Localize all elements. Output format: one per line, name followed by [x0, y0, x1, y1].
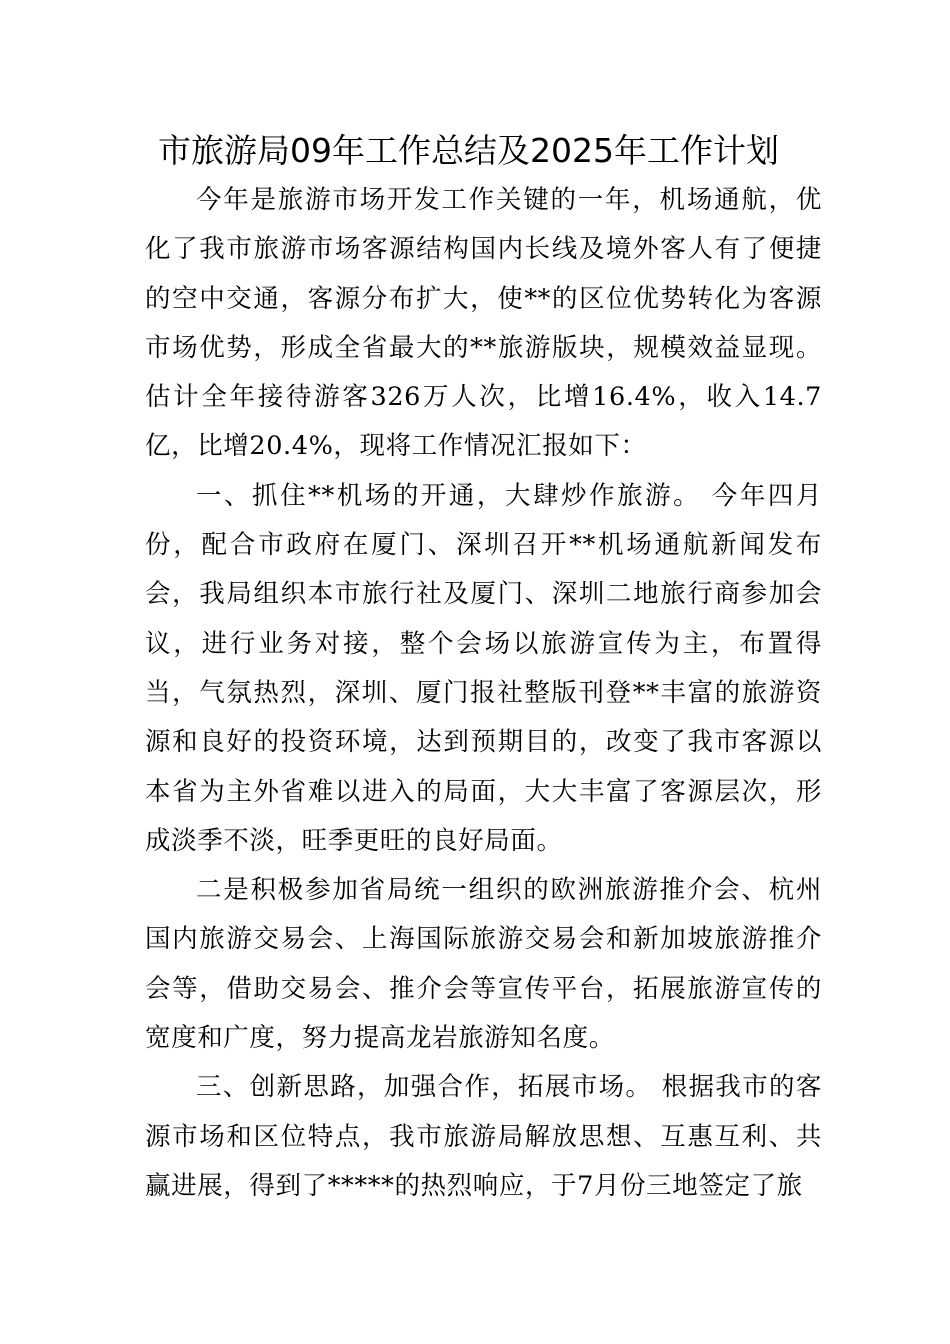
paragraph-intro: 今年是旅游市场开发工作关键的一年，机场通航，优化了我市旅游市场客源结构国内长线及境外客人有了便捷的空中交通，客源分布扩大，使**的区位优势转化为客源市场优势，形成全省最大的**旅游版块，规模效益显现。估计全年接待游客326万人次，比增16.4%，收入14.7亿，比增20.4%，现将工作情况汇报如下： — [145, 185, 822, 462]
paragraph-cooperation: 三、创新思路，加强合作，拓展市场。 根据我市的客源市场和区位特点，我市旅游局解放思想、互惠互利、共赢进展，得到了*****的热烈响应，于7月份三地签定了旅 — [145, 1072, 822, 1201]
paragraph-promotion: 二是积极参加省局统一组织的欧洲旅游推介会、杭州国内旅游交易会、上海国际旅游交易会和新加坡旅游推介会等，借助交易会、推介会等宣传平台，拓展旅游宣传的宽度和广度，努力提高龙岩旅游知名度。 — [145, 875, 822, 1054]
paragraph-airport: 一、抓住**机场的开通，大肆炒作旅游。 今年四月份，配合市政府在厦门、深圳召开**机场通航新闻发布会，我局组织本市旅行社及厦门、深圳二地旅行商参加会议，进行业务对接，整个会场以旅游宣传为主，布置得当，气氛热烈，深圳、厦门报社整版刊登**丰富的旅游资源和良好的投资环境，达到预期目的，改变了我市客源以本省为主外省难以进入的局面，大大丰富了客源层次，形成淡季不淡，旺季更旺的良好局面。 — [145, 480, 822, 856]
document-title: 市旅游局09年工作总结及2025年工作计划 — [158, 131, 779, 170]
